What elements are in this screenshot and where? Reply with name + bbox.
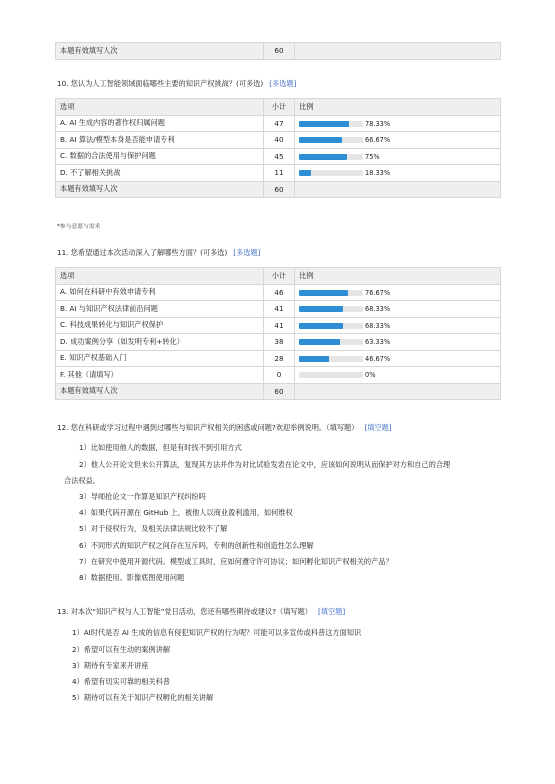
q13-answer: 4）希望有切实可靠的相关科普 [72, 677, 171, 686]
q11-header-ratio: 比例 [295, 268, 501, 285]
ratio-text: 46.67% [365, 354, 391, 363]
q11-header-option: 选项 [56, 268, 264, 285]
table-row [56, 301, 501, 318]
option-ratio [295, 317, 501, 334]
q11-title-text: 11. 您希望通过本次活动深入了解哪些方面？(可多选) [57, 248, 228, 257]
total-count: 60 [264, 181, 295, 198]
option-count: 38 [264, 334, 295, 351]
ratio-text: 66.67% [365, 136, 391, 145]
option-ratio [295, 284, 501, 301]
q13-type-link[interactable]: [填空题] [317, 607, 346, 616]
q11-type-link[interactable]: [多选题] [233, 248, 261, 257]
q10-title [57, 79, 296, 89]
q11-table [55, 267, 501, 400]
option-count: 40 [264, 132, 295, 149]
option-label: A. AI 生成内容的著作权归属问题 [56, 115, 264, 132]
option-label: C. 数据的合法使用与保护问题 [56, 148, 264, 165]
ratio-bar [299, 154, 363, 160]
q13-title [57, 607, 345, 617]
option-ratio [295, 165, 501, 182]
option-label: B. AI 算法/模型本身是否能申请专利 [56, 132, 264, 149]
q12-answer: 5）对于侵权行为，及相关法律法规比较不了解 [79, 524, 228, 533]
ratio-bar [299, 356, 363, 362]
total-label: 本题有效填写人次 [56, 43, 264, 60]
q12-answer: 合法权益。 [64, 476, 100, 485]
option-label: F. 其他（请填写） [56, 367, 264, 384]
ratio-bar [299, 137, 363, 143]
q12-answer: 6）不同形式的知识产权之间存在互斥吗，专利的创新性和创造性怎么理解 [79, 541, 314, 550]
q11-header-count: 小计 [264, 268, 295, 285]
ratio-text: 75% [365, 152, 380, 161]
q10-table [55, 98, 501, 198]
ratio-text: 68.33% [365, 321, 391, 330]
ratio-bar [299, 372, 363, 378]
total-label: 本题有效填写人次 [56, 383, 264, 400]
table-row [56, 350, 501, 367]
ratio-bar-fill [299, 170, 311, 176]
ratio-bar-fill [299, 306, 343, 312]
q11-header-row [56, 268, 501, 285]
ratio-bar-fill [299, 290, 348, 296]
q11-title [57, 248, 260, 258]
q10-title-text: 10. 您认为人工智能领域面临哪些主要的知识产权挑战？(可多选) [57, 79, 264, 88]
ratio-bar-fill [299, 137, 342, 143]
q13-answer: 3）期待有专家来开讲座 [72, 661, 149, 670]
option-ratio [295, 148, 501, 165]
ratio-bar-fill [299, 323, 343, 329]
option-ratio [295, 132, 501, 149]
option-label: B. AI 与知识产权法律前沿问题 [56, 301, 264, 318]
ratio-text: 76.67% [365, 288, 391, 297]
total-count: 60 [264, 383, 295, 400]
q12-answer: 1）比如使用他人的数据，但是有时找不到引用方式 [79, 443, 242, 452]
top-total-table [55, 42, 501, 60]
q13-title-text: 13. 对本次“知识产权与人工智能”党日活动，您还有哪些期待或建议?（填写题） [57, 607, 312, 616]
table-row [56, 115, 501, 132]
total-ratio-empty [295, 43, 501, 60]
q10-header-row [56, 99, 501, 116]
q13-answer: 1）AI时代是否 AI 生成的信息有侵犯知识产权的行为呢？可能可以多宣传或科普这方面知识 [72, 628, 362, 637]
option-label: D. 成功案例分享（如发明专利+转化） [56, 334, 264, 351]
q12-title-text: 12. 您在科研或学习过程中遇到过哪些与知识产权相关的困惑或问题?欢迎举例说明。（填写题） [57, 423, 359, 432]
q13-answer: 2）希望可以有生动的案例讲解 [72, 645, 171, 654]
option-label: A. 如何在科研中有效申请专利 [56, 284, 264, 301]
option-count: 0 [264, 367, 295, 384]
ratio-bar [299, 306, 363, 312]
q10-header-ratio: 比例 [295, 99, 501, 116]
ratio-text: 0% [365, 371, 376, 380]
ratio-bar-fill [299, 121, 349, 127]
q12-answer: 7）在研究中使用开源代码、模型或工具时，应如何遵守许可协议；如何孵化知识产权相关的产品？ [79, 557, 393, 566]
table-row [56, 317, 501, 334]
option-count: 41 [264, 301, 295, 318]
ratio-text: 63.33% [365, 338, 391, 347]
option-label: E. 知识产权基础入门 [56, 350, 264, 367]
q10-total-row [56, 181, 501, 198]
total-row [56, 43, 501, 60]
table-row [56, 284, 501, 301]
total-ratio-empty [295, 181, 501, 198]
table-row [56, 165, 501, 182]
option-label: C. 科技成果转化与知识产权保护 [56, 317, 264, 334]
q13-answer: 5）期待可以有关于知识产权孵化的相关讲解 [72, 693, 214, 702]
table-row [56, 148, 501, 165]
ratio-bar [299, 290, 363, 296]
ratio-text: 78.33% [365, 119, 391, 128]
section-note: *参与意愿与需求 [57, 224, 101, 230]
option-ratio [295, 350, 501, 367]
option-label: D. 不了解相关挑战 [56, 165, 264, 182]
q10-type-link[interactable]: [多选题] [269, 79, 297, 88]
total-count: 60 [264, 43, 295, 60]
table-row [56, 334, 501, 351]
ratio-bar [299, 323, 363, 329]
table-row [56, 132, 501, 149]
option-count: 47 [264, 115, 295, 132]
option-count: 11 [264, 165, 295, 182]
q10-header-count: 小计 [264, 99, 295, 116]
q12-answer: 3）导师抢论文一作算是知识产权纠纷吗 [79, 492, 206, 501]
total-ratio-empty [295, 383, 501, 400]
ratio-bar [299, 121, 363, 127]
ratio-bar-fill [299, 154, 347, 160]
ratio-bar [299, 339, 363, 345]
option-ratio [295, 301, 501, 318]
total-label: 本题有效填写人次 [56, 181, 264, 198]
option-count: 28 [264, 350, 295, 367]
ratio-text: 68.33% [365, 305, 391, 314]
q11-total-row [56, 383, 501, 400]
q12-title [57, 423, 392, 433]
q12-answer: 4）如果代码开源在 GitHub 上，被他人以商业盈利滥用，如何维权 [79, 508, 293, 517]
option-count: 41 [264, 317, 295, 334]
option-ratio [295, 334, 501, 351]
ratio-bar [299, 170, 363, 176]
option-ratio [295, 115, 501, 132]
q10-header-option: 选项 [56, 99, 264, 116]
option-ratio [295, 367, 501, 384]
option-count: 46 [264, 284, 295, 301]
q12-answer: 2）他人公开论文但未公开算法，复现其方法并作为对比试验发表在论文中，应该如何说明从而保护对方和自己的合理 [79, 460, 451, 469]
ratio-bar-fill [299, 339, 340, 345]
option-count: 45 [264, 148, 295, 165]
q12-answer: 8）数据使用、影像底图使用问题 [79, 573, 185, 582]
q12-type-link[interactable]: [填空题] [364, 423, 392, 432]
table-row [56, 367, 501, 384]
ratio-text: 18.33% [365, 169, 391, 178]
ratio-bar-fill [299, 356, 329, 362]
